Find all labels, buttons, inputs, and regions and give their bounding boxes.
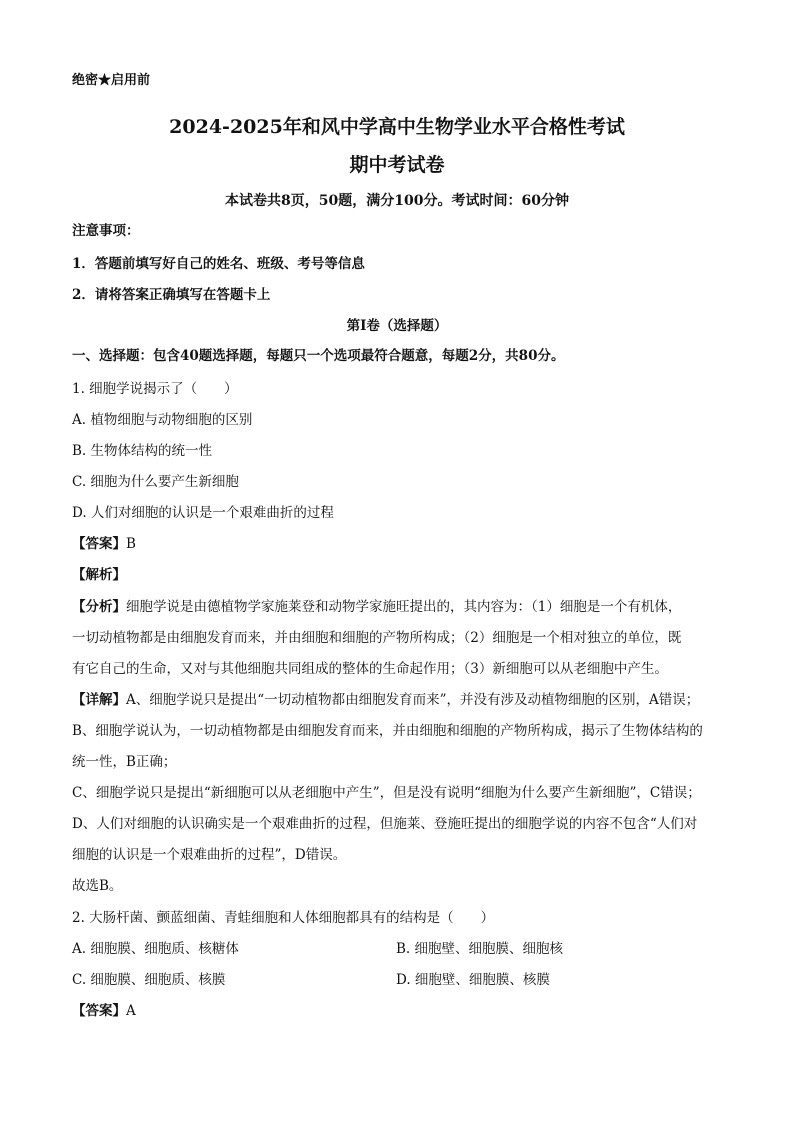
- q1-xiangjie-line: 统一性，B正确；: [72, 754, 177, 770]
- part-title: 一、选择题：包含40题选择题，每题只一个选项最符合题意，每题2分，共80分。: [72, 348, 565, 364]
- q1-analysis-tag: 【解析】: [72, 567, 126, 583]
- q1-xiangjie-line: 细胞的认识是一个艰难曲折的过程”，D错误。: [72, 847, 347, 863]
- fenxi-tag: 【分析】: [72, 599, 126, 615]
- q2-option-b: B. 细胞壁、细胞膜、细胞核: [396, 941, 564, 957]
- xiangjie-tag: 【详解】: [72, 692, 126, 708]
- q2-option-d: D. 细胞壁、细胞膜、核膜: [396, 972, 550, 988]
- q2-option-a: A. 细胞膜、细胞质、核糖体: [72, 941, 239, 957]
- answer-value: A: [126, 1003, 136, 1019]
- q1-fenxi-line: 有它自己的生命，又对与其他细胞共同组成的整体的生命起作用；（3）新细胞可以从老细胞中产生。: [72, 661, 668, 677]
- fenxi-text: 细胞学说是由德植物学家施莱登和动物学家施旺提出的，其内容为：（1）细胞是一个有机体，: [126, 599, 682, 615]
- exam-info: 本试卷共8页，50题，满分100分。考试时间：60分钟: [225, 193, 569, 209]
- xiangjie-text: A、细胞学说只是提出“一切动植物都由细胞发育而来”，并没有涉及动植物细胞的区别，A错误；: [126, 692, 700, 708]
- notes-item: 2．请将答案正确填写在答题卡上: [72, 287, 271, 303]
- q1-option-b: B. 生物体结构的统一性: [72, 443, 213, 459]
- notes-heading: 注意事项：: [72, 223, 140, 239]
- q1-xiangjie-line: D、人们对细胞的认识确实是一个艰难曲折的过程，但施莱、登施旺提出的细胞学说的内容不包含“人们对: [72, 816, 698, 832]
- notes-item: 1．答题前填写好自己的姓名、班级、考号等信息: [72, 256, 365, 272]
- q1-stem: 1. 细胞学说揭示了（ ）: [72, 381, 238, 397]
- q1-xiangjie-line: B、细胞学说认为，一切动植物都是由细胞发育而来，并由细胞和细胞的产物所构成，揭示了生物体结构的: [72, 723, 703, 739]
- answer-tag: 【答案】: [72, 1003, 126, 1019]
- q1-option-c: C. 细胞为什么要产生新细胞: [72, 474, 239, 490]
- q1-option-d: D. 人们对细胞的认识是一个艰难曲折的过程: [72, 505, 334, 521]
- q1-xiangjie-line: [72, 691, 699, 709]
- q1-answer: [72, 535, 136, 553]
- q1-fenxi-line: 一切动植物都是由细胞发育而来，并由细胞和细胞的产物所构成；（2）细胞是一个相对独立的单位，既: [72, 630, 682, 646]
- q1-xiangjie-line: C、细胞学说只是提出“新细胞可以从老细胞中产生”，但是没有说明“细胞为什么要产生新细胞”，C错误；: [72, 785, 701, 801]
- exam-title: 2024-2025年和风中学高中生物学业水平合格性考试: [169, 116, 625, 138]
- q1-conclusion: 故选B。: [72, 878, 123, 894]
- answer-value: B: [126, 536, 136, 552]
- q2-option-c: C. 细胞膜、细胞质、核膜: [72, 972, 226, 988]
- exam-subtitle: 期中考试卷: [349, 154, 445, 176]
- answer-tag: 【答案】: [72, 536, 126, 552]
- secret-mark: 绝密★启用前: [72, 73, 151, 88]
- q1-fenxi-line: [72, 598, 681, 616]
- q2-stem: 2. 大肠杆菌、颤蓝细菌、青蛙细胞和人体细胞都具有的结构是（ ）: [72, 910, 495, 926]
- volume-title: 第I卷（选择题）: [346, 318, 448, 334]
- q1-option-a: A. 植物细胞与动物细胞的区别: [72, 412, 253, 428]
- q2-answer: [72, 1002, 136, 1020]
